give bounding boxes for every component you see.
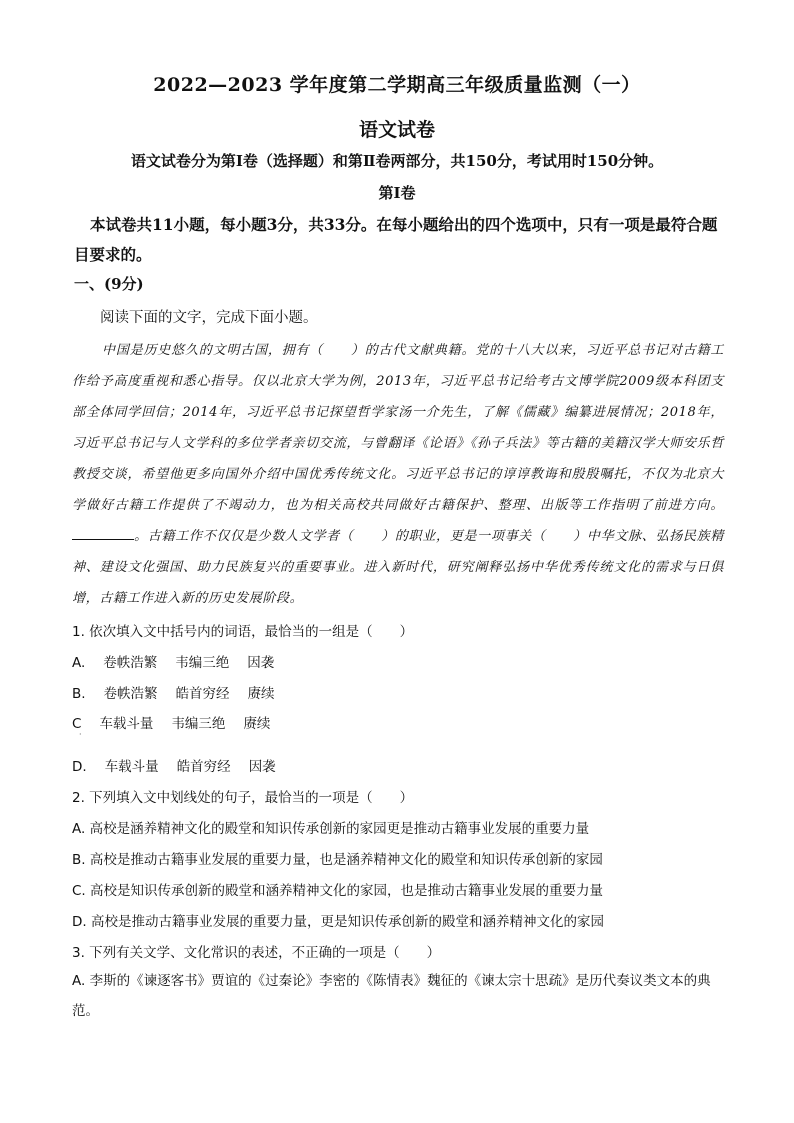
option-label: D. <box>72 914 87 930</box>
option-label: D. <box>72 759 87 775</box>
stray-dot: · <box>79 730 82 739</box>
instruction-text: 本试卷共11小题，每小题3分，共33分。在每小题给出的四个选项中，只有一项是最符合题目要求的。 <box>74 215 718 264</box>
passage-part-1: 中国是历史悠久的文明古国，拥有（ ）的古代文献典籍。党的十八大以来，习近平总书记对古籍工作给予高度重视和悉心指导。仅以北京大学为例，2013年，习近平总书记给考古文博学院2009级本科团支部全体同学回信；2014年，习近平总书记探望哲学家汤一介先生，了解《儒藏》编纂进展情况；2018年，习近平总书记与人文学科的多位学者亲切交流，与曾翻译《论语》《孙子兵法》等古籍的美籍汉学大师安乐哲教授交谈，希望他更多向国外介绍中国优秀传统文化。习近平总书记的谆谆教诲和殷殷嘱托，不仅为北京大学做好古籍工作提供了不竭动力，也为相关高校共同做好古籍保护、整理、出版等工作指明了前进方向。 <box>72 343 724 513</box>
option-label: A. <box>72 655 86 671</box>
question-1-stem: 1. 依次填入文中括号内的词语，最恰当的一组是（ ） <box>72 624 414 640</box>
option-label: C <box>72 716 82 732</box>
q2-option-a: A. 高校是涵养精神文化的殿堂和知识传承创新的家园更是推动古籍事业发展的重要力量 <box>72 821 590 837</box>
answer-blank-underline <box>72 527 134 540</box>
option-label: B. <box>72 852 86 868</box>
reading-lead: 阅读下面的文字，完成下面小题。 <box>100 310 318 326</box>
q2-option-c: C. 高校是知识传承创新的殿堂和涵养精神文化的家园，也是推动古籍事业发展的重要力量 <box>72 883 604 899</box>
option-label: B. <box>72 686 86 702</box>
question-3-stem: 3. 下列有关文学、文化常识的表述，不正确的一项是（ ） <box>72 945 441 961</box>
q2-option-b: B. 高校是推动古籍事业发展的重要力量，也是涵养精神文化的殿堂和知识传承创新的家园 <box>72 852 603 868</box>
exam-subtitle: 语文试卷 <box>358 119 435 141</box>
exam-note: 语文试卷分为第Ⅰ卷（选择题）和第Ⅱ卷两部分，共150分，考试用时150分钟。 <box>130 152 664 170</box>
q1-option-b: B. 卷帙浩繁 皓首穷经 赓续 <box>72 686 275 702</box>
section-heading: 一、(9分) <box>74 275 144 293</box>
exam-title: 2022—2023 学年度第二学期高三年级质量监测（一） <box>153 74 641 96</box>
part-heading: 第Ⅰ卷 <box>378 184 416 202</box>
question-2-stem: 2. 下列填入文中划线处的句子，最恰当的一项是（ ） <box>72 790 414 806</box>
option-label: A. <box>72 821 86 837</box>
option-label: A. <box>72 973 86 989</box>
q1-option-d: D. 车载斗量 皓首穷经 因袭 <box>72 759 276 775</box>
option-label: C. <box>72 883 86 899</box>
passage-part-2: 。古籍工作不仅仅是少数人文学者（ ）的职业，更是一项事关（ ）中华文脉、弘扬民族精神、建设文化强国、助力民族复兴的重要事业。进入新时代，研究阐释弘扬中华优秀传统文化的需求与日俱增，古籍工作进入新的历史发展阶段。 <box>72 529 724 606</box>
reading-passage <box>72 335 724 614</box>
q3-option-a: A. 李斯的《谏逐客书》贾谊的《过秦论》李密的《陈情表》魏征的《谏太宗十思疏》是历代奏议类文本的典范。 <box>72 973 711 1019</box>
q1-option-a: A. 卷帙浩繁 韦编三绝 因袭 <box>72 655 275 671</box>
q1-option-c: C 车载斗量 韦编三绝 赓续 <box>72 716 271 732</box>
q2-option-d: D. 高校是推动古籍事业发展的重要力量，更是知识传承创新的殿堂和涵养精神文化的家园 <box>72 914 604 930</box>
